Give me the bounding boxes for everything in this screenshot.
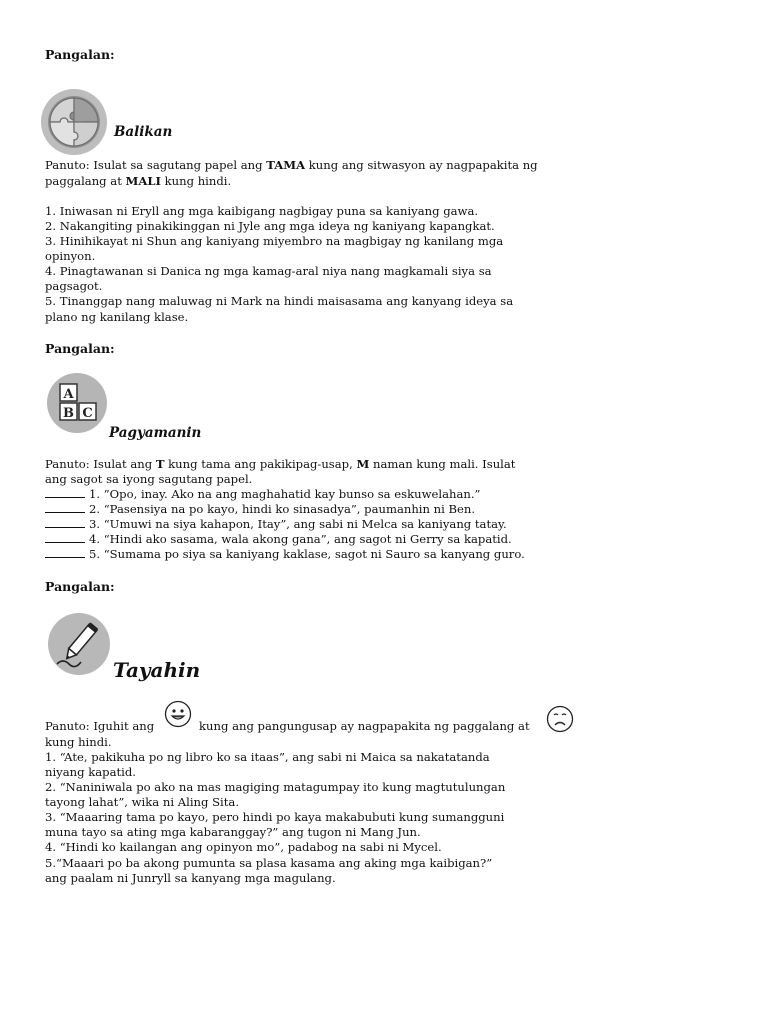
list-item: pagsagot. [45,279,103,293]
list-item: 1. ”Opo, inay. Ako na ang maghahatid kay bunso sa eskuwelahan.” [45,487,480,502]
answer-blank[interactable] [45,548,85,558]
list-item: 4. “Hindi ako sasama, wala akong gana”, ang sagot ni Gerry sa kapatid. [45,532,512,547]
smiley-face-icon [164,700,192,728]
name-label: Pangalan: [45,341,115,356]
list-item: 2. Nakangiting pinakikinggan ni Jyle ang mga ideya ng kaniyang kapangkat. [45,219,495,233]
answer-blank[interactable] [45,533,85,543]
list-item: 4. Pinagtawanan si Danica ng mga kamag-aral niya nang magkamali siya sa [45,264,492,278]
answer-blank[interactable] [45,488,85,498]
list-item: tayong lahat”, wika ni Aling Sita. [45,795,240,809]
pencil-icon [47,612,111,676]
list-item: 5. Tinanggap nang maluwag ni Mark na hindi maisasama ang kanyang ideya sa [45,294,514,308]
list-item: opinyon. [45,249,96,263]
name-label: Pangalan: [45,579,115,594]
instruction: Panuto: Isulat sa sagutang papel ang TAMA kung ang sitwasyon ay nagpapakita ng [45,158,538,172]
instruction-line2: ang sagot sa iyong sagutang papel. [45,472,253,486]
list-item: 1. Iniwasan ni Eryll ang mga kaibigang nagbigay puna sa kaniyang gawa. [45,204,479,218]
instruction-continued: kung ang pangungusap ay nagpapakita ng paggalang at [199,719,530,733]
list-item: niyang kapatid. [45,765,136,779]
list-item: 3. Hinihikayat ni Shun ang kaniyang miyembro na magbigay ng kanilang mga [45,234,504,248]
list-item: 2. “Pasensiya na po kayo, hindi ko sinasadya”, paumanhin ni Ben. [45,502,475,517]
answer-blank[interactable] [45,518,85,528]
instruction: Panuto: Iguhit ang [45,719,155,733]
instruction-line2: paggalang at MALI kung hindi. [45,174,232,188]
list-item: 1. “Ate, pakikuha po ng libro ko sa itaas”, ang sabi ni Maica sa nakatatanda [45,750,490,764]
list-item: 3. “Maaaring tama po kayo, pero hindi po kaya makabubuti kung sumangguni [45,810,505,824]
answer-blank[interactable] [45,503,85,513]
section-heading: Balikan [114,124,173,140]
list-item: plano ng kanilang klase. [45,310,189,324]
section-heading: Tayahin [113,658,201,682]
block-letter-c: C [82,406,93,421]
puzzle-icon [40,88,108,156]
list-item: 5.“Maaari po ba akong pumunta sa plasa kasama ang aking mga kaibigan?” [45,856,493,870]
list-item: 5. “Sumama po siya sa kaniyang kaklase, sagot ni Sauro sa kanyang guro. [45,547,525,562]
list-item: muna tayo sa ating mga kabaranggay?” ang tugon ni Mang Jun. [45,825,421,839]
abc-blocks-icon [46,372,108,434]
list-item: 2. “Naniniwala po ako na mas magiging matagumpay ito kung magtutulungan [45,780,506,794]
instruction: Panuto: Isulat ang T kung tama ang pakikipag-usap, M naman kung mali. Isulat [45,457,516,471]
block-letter-b: B [63,406,74,421]
list-item: ang paalam ni Junryll sa kanyang mga magulang. [45,871,336,885]
instruction-line2: kung hindi. [45,735,112,749]
list-item: 3. “Umuwi na siya kahapon, Itay”, ang sabi ni Melca sa kaniyang tatay. [45,517,507,532]
list-item: 4. “Hindi ko kailangan ang opinyon mo”, padabog na sabi ni Mycel. [45,840,442,854]
name-label: Pangalan: [45,47,115,62]
section-heading: Pagyamanin [109,425,202,441]
sad-face-icon [546,705,574,733]
block-letter-a: A [63,387,74,402]
